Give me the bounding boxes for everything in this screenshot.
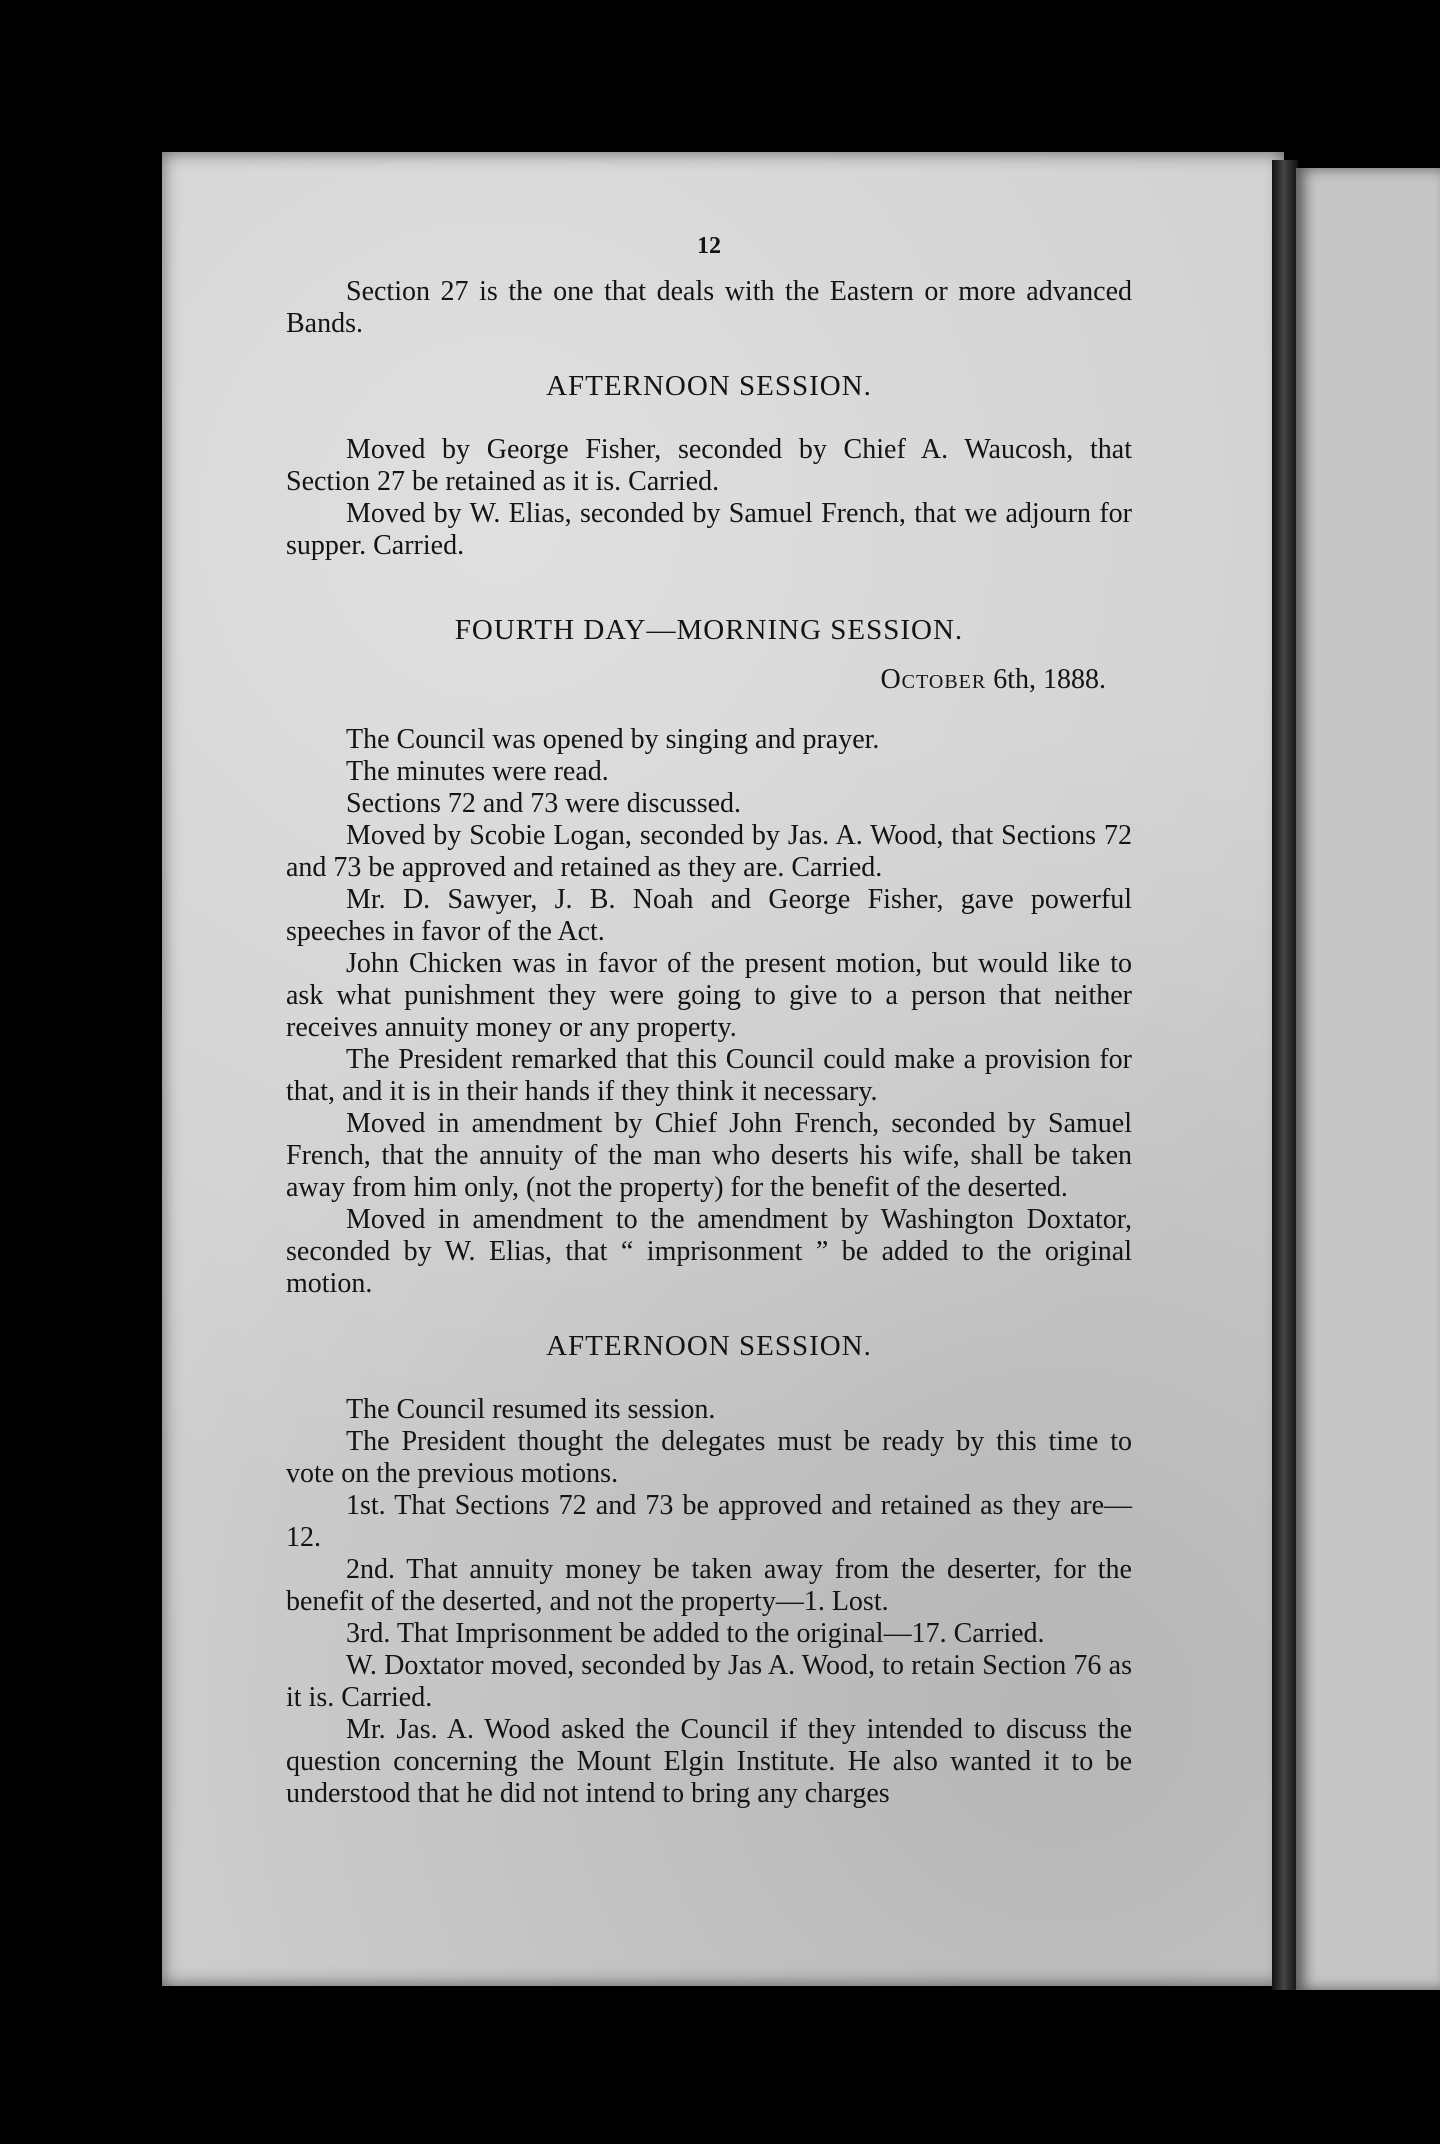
paragraph: Moved in amendment by Chief John French, seconded by Samuel French, that the annuity of the man who deserts his wife, shall be taken away from him only, (not the property) for the benefit of the deserted. <box>286 1108 1132 1203</box>
date-day-year: 6th, 1888. <box>993 664 1106 695</box>
paragraph: Mr. D. Sawyer, J. B. Noah and George Fisher, gave powerful speeches in favor of the Act. <box>286 884 1132 947</box>
afternoon-session-heading-2: AFTERNOON SESSION. <box>546 1330 872 1362</box>
paragraph: Sections 72 and 73 were discussed. <box>346 788 742 819</box>
paragraph: The Council resumed its session. <box>346 1394 716 1425</box>
paragraph: The President thought the delegates must be ready by this time to vote on the previous motions. <box>286 1426 1132 1489</box>
paragraph: The minutes were read. <box>346 756 609 787</box>
paragraph: 1st. That Sections 72 and 73 be approved and retained as they are—12. <box>286 1490 1132 1553</box>
paragraph: John Chicken was in favor of the present motion, but would like to ask what punishment they were going to give to a person that neither receives annuity money or any property. <box>286 948 1132 1043</box>
book-spine <box>1272 160 1298 1990</box>
paragraph: Moved by George Fisher, seconded by Chief A. Waucosh, that Section 27 be retained as it is. Carried. <box>286 434 1132 497</box>
afternoon-session-heading: AFTERNOON SESSION. <box>546 370 872 402</box>
date-line <box>286 664 1106 696</box>
paragraph: 2nd. That annuity money be taken away from the deserter, for the benefit of the deserted, and not the property—1. Lost. <box>286 1554 1132 1617</box>
paragraph: The Council was opened by singing and prayer. <box>346 724 880 755</box>
intro-paragraph: Section 27 is the one that deals with the Eastern or more advanced Bands. <box>286 276 1132 339</box>
fourth-day-heading: FOURTH DAY—MORNING SESSION. <box>454 614 964 646</box>
page-number: 12 <box>697 233 721 259</box>
paragraph: The President remarked that this Council could make a provision for that, and it is in their hands if they think it necessary. <box>286 1044 1132 1107</box>
paragraph: Mr. Jas. A. Wood asked the Council if they intended to discuss the question concerning the Mount Elgin Institute. He also wanted it to be understood that he did not intend to bring any charges <box>286 1714 1132 1809</box>
page-text <box>286 230 1132 1810</box>
paragraph: Moved by Scobie Logan, seconded by Jas. A. Wood, that Sections 72 and 73 be approved and retained as they are. Carried. <box>286 820 1132 883</box>
facing-page-edge <box>1296 168 1440 1990</box>
paragraph: Moved in amendment to the amendment by Washington Doxtator, seconded by W. Elias, that “ imprisonment ” be added to the original motion. <box>286 1204 1132 1299</box>
date-month: October <box>880 664 987 695</box>
paragraph: Moved by W. Elias, seconded by Samuel French, that we adjourn for supper. Carried. <box>286 498 1132 561</box>
paragraph: W. Doxtator moved, seconded by Jas A. Wood, to retain Section 76 as it is. Carried. <box>286 1650 1132 1713</box>
paragraph: 3rd. That Imprisonment be added to the original—17. Carried. <box>346 1618 1045 1649</box>
